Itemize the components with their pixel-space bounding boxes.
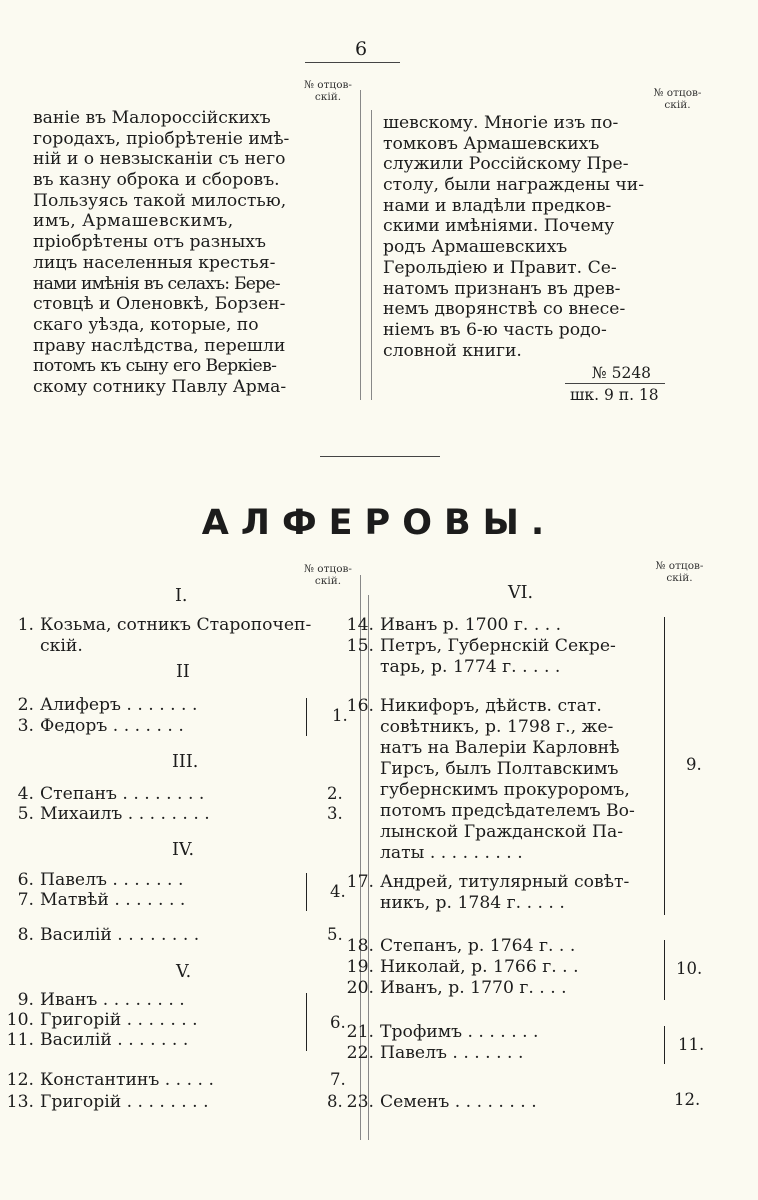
text-line: ваніе въ Малороссійскихъ [33, 108, 271, 128]
genealogy-entry: губернскимъ прокуроромъ, [380, 780, 630, 800]
genealogy-entry: 12. Константинъ . . . . . [6, 1070, 214, 1090]
intro-right-column [383, 113, 683, 361]
text-line: шевскому. Многіе изъ по- [383, 113, 619, 133]
section-separator [320, 456, 440, 457]
genealogy-entry: натъ на Валеріи Карловнѣ [380, 738, 620, 758]
text-line: скими имѣніями. Почему [383, 216, 615, 237]
genealogy-entry: 1. Козьма, сотникъ Старопочеп- [17, 615, 312, 635]
genealogy-entry: 19. Николай, р. 1766 г. . . [346, 957, 579, 977]
text-line: скаго уѣзда, которые, по [33, 314, 259, 335]
genealogy-entry: совѣтникъ, р. 1798 г., же- [380, 717, 614, 737]
text-line: родъ Армашевскихъ [383, 237, 568, 258]
genealogy-entry: 22. Павелъ . . . . . . . [346, 1043, 524, 1063]
genealogy-entry: 17. Андрей, титулярный совѣт- [346, 872, 630, 892]
genealogy-entry: 23. Семенъ . . . . . . . . [346, 1092, 537, 1112]
text-line: столу, были награждены чи- [383, 175, 645, 196]
text-line: имъ, Армашевскимъ, [33, 211, 234, 232]
intro-column-divider-left [360, 90, 361, 400]
header-rule [305, 62, 400, 63]
right-column-caption: № отцов- скій. [653, 87, 702, 111]
genealogy-entry: 16. Никифоръ, дѣйств. стат. [346, 696, 602, 716]
father-ref: 8. [327, 1092, 343, 1111]
father-ref: 11. [678, 1035, 705, 1054]
sibling-bracket [306, 873, 307, 911]
record-rule [565, 383, 665, 384]
intro-left-column [33, 108, 353, 398]
sibling-bracket [664, 1026, 665, 1064]
genealogy-entry: 11. Василій . . . . . . . [6, 1030, 189, 1050]
right-genealogy-caption: № отцов- скій. [655, 560, 704, 584]
text-line: нами имѣнія въ селахъ: Бере- [33, 273, 280, 294]
text-line: нами и владѣли предков- [383, 195, 612, 216]
genealogy-entry: 4. Степанъ . . . . . . . . [17, 784, 205, 804]
sibling-bracket [306, 993, 307, 1051]
text-line: служили Россійскому Пре- [383, 154, 629, 175]
father-ref: 3. [327, 804, 343, 823]
genealogy-entry: 8. Василій . . . . . . . . [17, 925, 200, 945]
text-line: ній и о невзысканіи съ него [33, 149, 286, 170]
genealogy-entry: 5. Михаилъ . . . . . . . . [17, 804, 210, 824]
text-line: лицъ населенныя крестья- [33, 252, 276, 273]
generation-label: VI. [508, 583, 534, 603]
genealogy-entry: 10. Григорій . . . . . . . [6, 1010, 198, 1030]
genealogy-entry: 2. Алиферъ . . . . . . . [17, 695, 198, 715]
text-line: потомъ къ сыну его Веркіев- [33, 356, 277, 377]
genealogy-entry: 15. Петръ, Губернскій Секре- [346, 636, 616, 656]
genealogy-entry: Гирсъ, былъ Полтавскимъ [380, 759, 619, 779]
sibling-bracket [664, 940, 665, 1000]
generation-label: IV. [172, 840, 195, 860]
generation-label: V. [176, 962, 192, 982]
genealogy-entry: 3. Федоръ . . . . . . . [17, 716, 184, 736]
left-genealogy-caption: № отцов- скій. [304, 563, 352, 587]
text-line: немъ дворянствѣ со внесе- [383, 299, 626, 320]
genealogy-entry: 21. Трофимъ . . . . . . . [346, 1022, 539, 1042]
text-line: натомъ признанъ въ древ- [383, 278, 621, 299]
sibling-bracket [306, 698, 307, 736]
text-line: ніемъ въ 6-ю часть родо- [383, 319, 607, 340]
generation-label: I. [175, 586, 188, 606]
genealogy-entry: 13. Григорій . . . . . . . . [6, 1092, 209, 1112]
genealogy-entry: 6. Павелъ . . . . . . . [17, 870, 184, 890]
record-number: № 5248 [592, 364, 652, 382]
father-ref: 4. [330, 882, 346, 901]
genealogy-entry: лынской Гражданской Па- [380, 822, 624, 842]
father-ref: 5. [327, 925, 343, 944]
text-line: праву наслѣдства, перешли [33, 335, 286, 356]
genealogy-entry: тарь, р. 1774 г. . . . . [380, 657, 561, 677]
father-ref: 7. [330, 1070, 346, 1089]
father-ref: 6. [330, 1013, 346, 1032]
family-title: АЛФЕРОВЫ. [201, 503, 557, 543]
generation-label: II [176, 662, 190, 682]
text-line: словной книги. [383, 340, 522, 361]
text-line: пріобрѣтены отъ разныхъ [33, 232, 266, 253]
genealogy-entry: потомъ предсѣдателемъ Во- [380, 801, 635, 821]
father-ref: 9. [686, 755, 702, 774]
text-line: Герольдіею и Правит. Се- [383, 257, 617, 278]
cabinet-reference: шк. 9 п. 18 [570, 386, 659, 404]
text-line: Пользуясь такой милостью, [33, 190, 287, 211]
text-line: въ казну оброка и сборовъ. [33, 170, 280, 191]
page-number: 6 [355, 38, 368, 60]
father-ref: 2. [327, 784, 343, 803]
intro-column-divider-right [371, 110, 372, 400]
genealogy-entry: скій. [40, 636, 83, 656]
father-ref: 10. [676, 959, 703, 978]
genealogy-entry: латы . . . . . . . . . [380, 843, 523, 863]
genealogy-entry: 14. Иванъ р. 1700 г. . . . [346, 615, 562, 635]
genealogy-entry: никъ, р. 1784 г. . . . . [380, 893, 565, 913]
left-column-caption: № отцов- скій. [304, 79, 352, 103]
text-line: городахъ, пріобрѣтеніе имѣ- [33, 128, 290, 149]
genealogy-entry: 9. Иванъ . . . . . . . . [17, 990, 185, 1010]
genealogy-entry: 7. Матвѣй . . . . . . . [17, 890, 186, 910]
father-ref: 12. [674, 1090, 701, 1109]
text-line: томковъ Армашевскихъ [383, 133, 600, 154]
sibling-bracket [664, 617, 665, 915]
text-line: скому сотнику Павлу Арма- [33, 376, 287, 397]
genealogy-entry: 20. Иванъ, р. 1770 г. . . . [346, 978, 567, 998]
generation-label: III. [172, 752, 199, 772]
text-line: стовцѣ и Оленовкѣ, Борзен- [33, 294, 286, 315]
father-ref: 1. [332, 706, 348, 725]
genealogy-entry: 18. Степанъ, р. 1764 г. . . [346, 936, 576, 956]
